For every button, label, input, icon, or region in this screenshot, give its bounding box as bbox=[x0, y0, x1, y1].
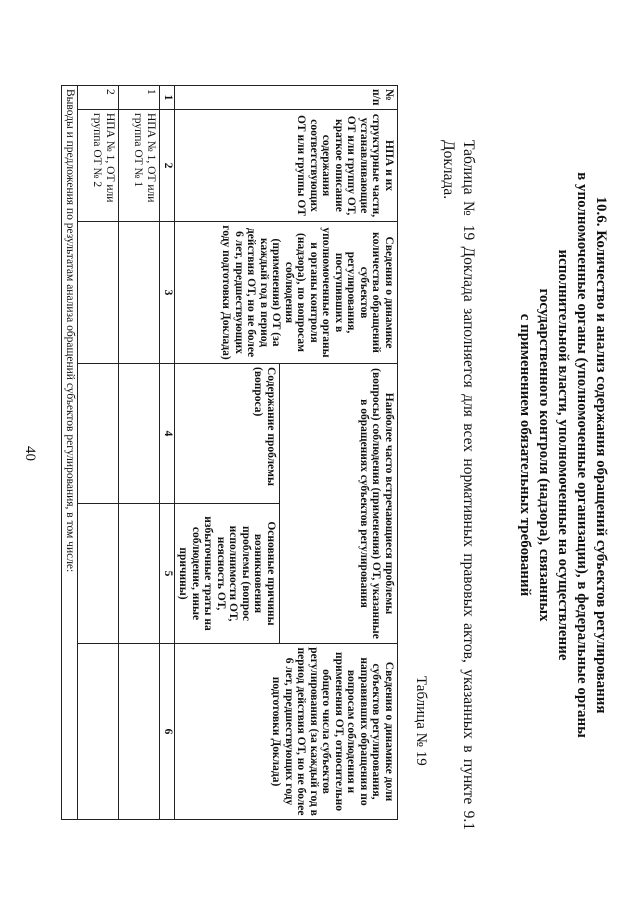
intro-paragraph: Таблица № 19 Доклада заполняется для всех нормативных правовых актов, указанных в пункте 9.1 Доклада. bbox=[440, 140, 477, 830]
row-num: 1 bbox=[119, 86, 160, 110]
column-number-2: 2 bbox=[160, 110, 175, 222]
heading-line-3: исполнительной власти, уполномоченные на осуществление bbox=[555, 249, 571, 661]
column-number-3: 3 bbox=[160, 222, 175, 364]
row-npa: НПА № 1, ОТ или группа ОТ № 2 bbox=[78, 110, 119, 222]
column-number-1: 1 bbox=[160, 86, 175, 110]
section-heading bbox=[515, 110, 610, 800]
header-num: № п/п bbox=[175, 86, 398, 110]
header-dynamics-share: Сведения о динамике доли субъектов регулирования, направивших обращения по вопросам соблюдения и применения ОТ, относительно общего числа субъектов регулирования (за каждый год в период действия ОТ, но не более 6 лет, предшествующих году подготовки Доклада) bbox=[175, 644, 398, 820]
table-footer-row bbox=[62, 86, 78, 820]
column-number-4: 4 bbox=[160, 364, 175, 504]
header-dynamics-count: Сведения о динамике количества обращений субъектов регулирования, поступивших в уполномоченные органы и органы контроля (надзора), по вопросам соблюдения (применения) ОТ (за каждый год в период действия ОТ, но не более 6 лет, предшествующих году подготовки Доклада) bbox=[175, 222, 398, 364]
row-cell bbox=[119, 364, 160, 504]
table-footer-text: Выводы и предложения по результатам анализа обращений субъектов регулирования, в том числе: bbox=[62, 86, 78, 820]
row-cell bbox=[78, 504, 119, 644]
header-npa: НПА и их структурные части, устанавливающие ОТ или группу ОТ, краткое описание содержания соответствующих ОТ или группы ОТ bbox=[175, 110, 398, 222]
heading-line-2: в уполномоченные органы (уполномоченные организации), в федеральные органы bbox=[574, 172, 590, 738]
row-cell bbox=[119, 644, 160, 820]
header-frequent-problems: Наиболее часто встречающиеся проблемы (вопросы) соблюдения (применения) ОТ, указанные в обращениях субъектов регулирования bbox=[280, 364, 398, 644]
header-problem-causes: Основные причины возникновения проблемы (вопрос исполнимости ОТ, неясность ОТ, избыточные траты на соблюдение, иные причины) bbox=[175, 504, 280, 644]
page-number: 40 bbox=[22, 446, 38, 461]
row-cell bbox=[78, 364, 119, 504]
row-cell bbox=[78, 644, 119, 820]
row-cell bbox=[78, 222, 119, 364]
heading-line-4: государственного контроля (надзора), связанных bbox=[536, 288, 552, 622]
column-number-5: 5 bbox=[160, 504, 175, 644]
heading-line-5: с применением обязательных требований bbox=[517, 313, 533, 597]
column-number-6: 6 bbox=[160, 644, 175, 820]
table-row bbox=[119, 86, 160, 820]
header-row-1 bbox=[280, 86, 398, 820]
row-num: 2 bbox=[78, 86, 119, 110]
heading-line-1: 10.6. Количество и анализ содержания обращений субъектов регулирования bbox=[593, 196, 609, 714]
header-problem-content: Содержание проблемы (вопроса) bbox=[175, 364, 280, 504]
table-row bbox=[78, 86, 119, 820]
row-npa: НПА № 1, ОТ или группа ОТ № 1 bbox=[119, 110, 160, 222]
table-title: Таблица № 19 bbox=[413, 676, 429, 766]
row-cell bbox=[119, 504, 160, 644]
appeals-table bbox=[62, 85, 399, 820]
column-number-row bbox=[160, 86, 175, 820]
row-cell bbox=[119, 222, 160, 364]
